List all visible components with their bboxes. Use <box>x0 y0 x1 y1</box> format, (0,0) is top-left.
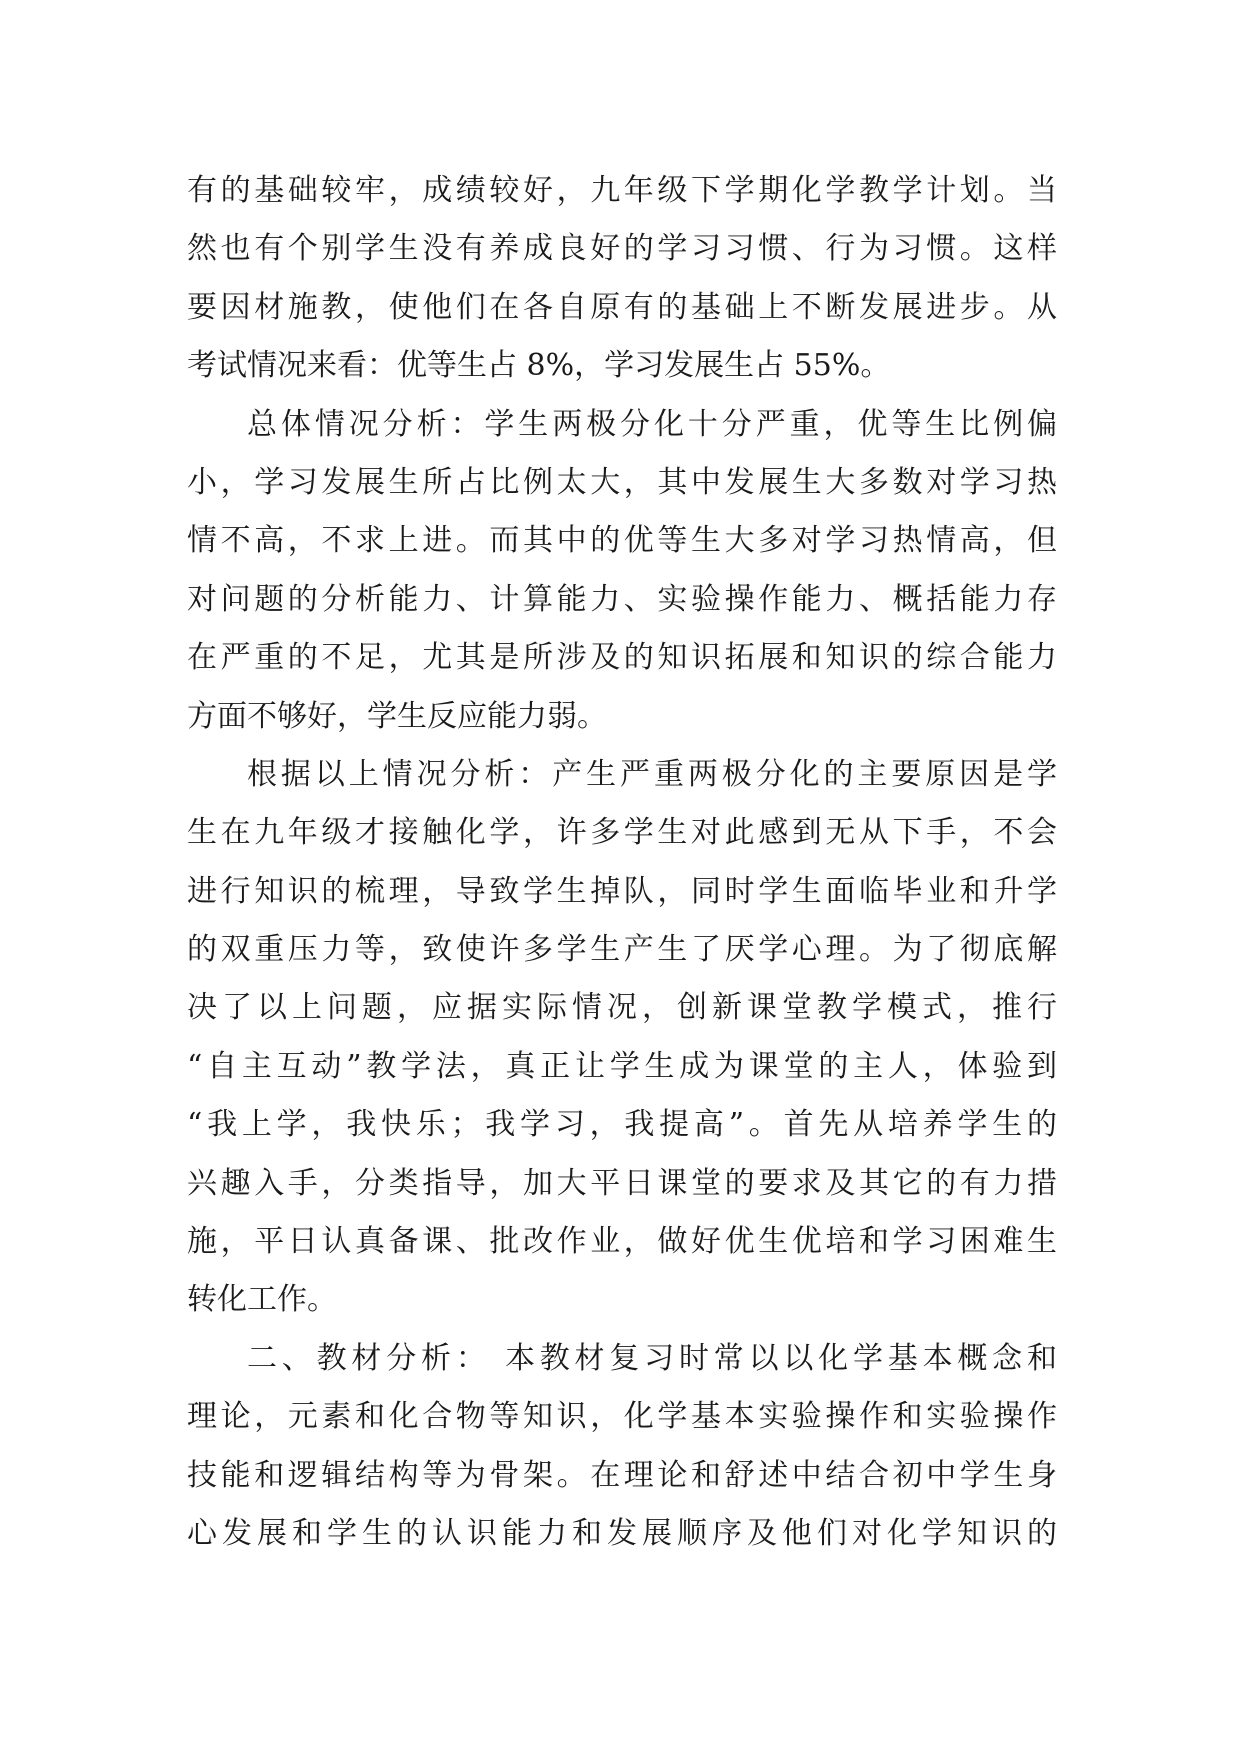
text-line: 考试情况来看：优等生占 8%，学习发展生占 55%。 <box>187 348 891 384</box>
text-line: 方面不够好，学生反应能力弱。 <box>187 698 607 734</box>
text-line: 转化工作。 <box>187 1282 337 1318</box>
text-line: 生在九年级才接触化学，许多学生对此感到无从下手，不会 <box>187 815 1057 851</box>
text-line: 的双重压力等，致使许多学生产生了厌学心理。为了彻底解 <box>187 932 1057 968</box>
text-line: 根据以上情况分析：产生严重两极分化的主要原因是学 <box>247 756 1057 792</box>
text-line: 要因材施教，使他们在各自原有的基础上不断发展进步。从 <box>187 289 1057 325</box>
text-line: “我上学，我快乐；我学习，我提高”。首先从培养学生的 <box>187 1107 1057 1143</box>
text-line: 心发展和学生的认识能力和发展顺序及他们对化学知识的 <box>187 1515 1057 1551</box>
text-line: 二、教材分析： 本教材复习时常以以化学基本概念和 <box>247 1340 1057 1376</box>
text-line: 理论，元素和化合物等知识，化学基本实验操作和实验操作 <box>187 1399 1057 1435</box>
text-line: 决了以上问题，应据实际情况，创新课堂教学模式，推行 <box>187 990 1057 1026</box>
text-line: 小，学习发展生所占比例太大，其中发展生大多数对学习热 <box>187 464 1057 500</box>
text-line: 施，平日认真备课、批改作业，做好优生优培和学习困难生 <box>187 1224 1057 1260</box>
text-line: 有的基础较牢，成绩较好，九年级下学期化学教学计划。当 <box>187 173 1057 208</box>
text-line: 对问题的分析能力、计算能力、实验操作能力、概括能力存 <box>187 581 1057 617</box>
text-line: 兴趣入手，分类指导，加大平日课堂的要求及其它的有力措 <box>187 1165 1057 1201</box>
document-body <box>187 162 1057 1563</box>
text-line: 然也有个别学生没有养成良好的学习习惯、行为习惯。这样 <box>187 231 1057 267</box>
text-line: “自主互动”教学法，真正让学生成为课堂的主人，体验到 <box>187 1048 1057 1084</box>
text-line: 总体情况分析：学生两极分化十分严重，优等生比例偏 <box>247 406 1057 442</box>
text-line: 进行知识的梳理，导致学生掉队，同时学生面临毕业和升学 <box>187 873 1057 909</box>
text-line: 情不高，不求上进。而其中的优等生大多对学习热情高，但 <box>187 523 1057 559</box>
text-line: 技能和逻辑结构等为骨架。在理论和舒述中结合初中学生身 <box>187 1457 1057 1493</box>
text-line: 在严重的不足，尤其是所涉及的知识拓展和知识的综合能力 <box>187 640 1057 676</box>
